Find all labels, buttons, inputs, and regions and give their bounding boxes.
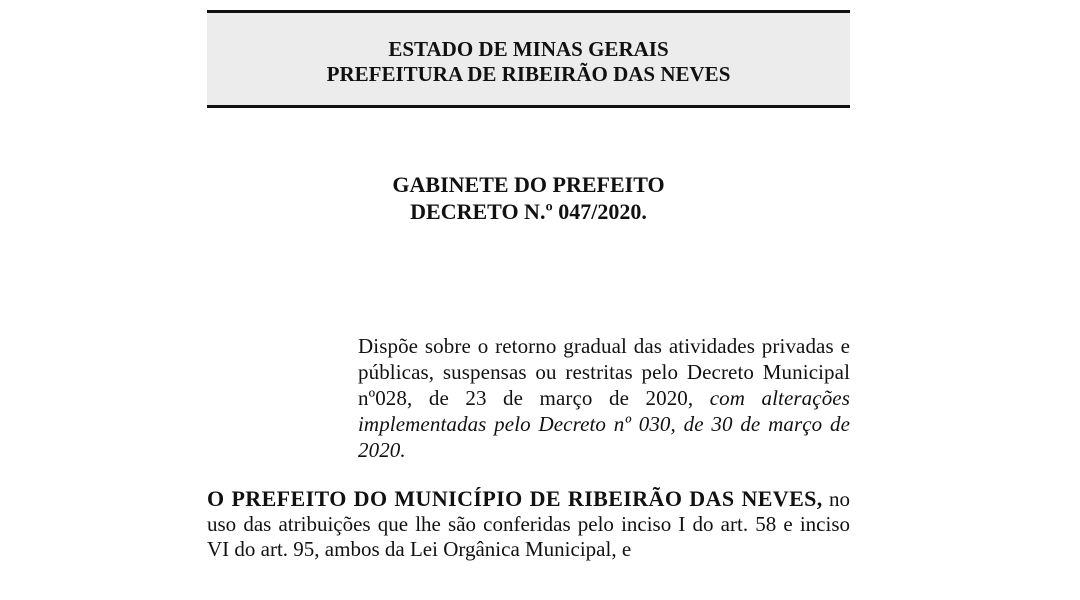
office-name: GABINETE DO PREFEITO [392,172,665,197]
summary-italic-text: com alterações implementadas pelo Decreto nº 030, de 30 de março de 2020. [358,386,850,462]
summary-regular-text: Dispõe sobre o retorno gradual das atividades privadas e públicas, suspensas ou restritas pelo Decreto Municipal nº028, de 23 de março de 2020, [358,334,850,410]
decree-preamble [207,486,850,562]
decree-number: DECRETO N.º 047/2020. [410,199,647,224]
preamble-lead: O PREFEITO DO MUNICÍPIO DE RIBEIRÃO DAS NEVES, [207,486,823,511]
preamble-text: no uso das atribuições que lhe são conferidas pelo inciso I do art. 58 e inciso VI do art. 95, ambos da Lei Orgânica Municipal, e [207,487,850,561]
document-header [207,10,850,108]
header-state-name: ESTADO DE MINAS GERAIS [388,37,669,61]
decree-heading [207,171,850,225]
header-city-hall-name: PREFEITURA DE RIBEIRÃO DAS NEVES [326,62,731,86]
decree-summary [358,333,850,463]
